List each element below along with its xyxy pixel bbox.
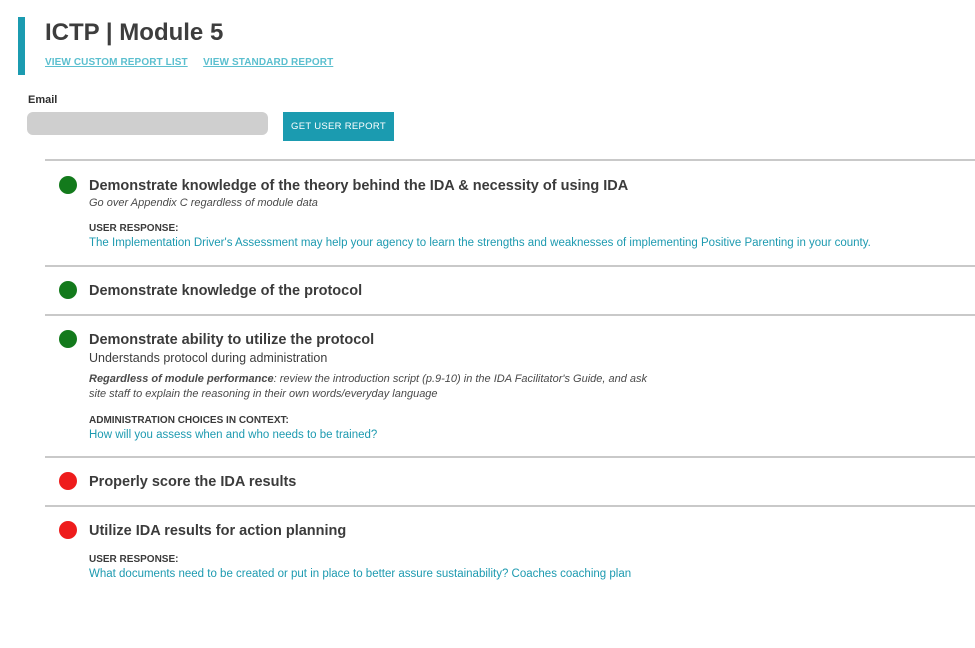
item-title: Utilize IDA results for action planning (89, 523, 347, 539)
item-note (89, 372, 649, 402)
get-user-report-button[interactable]: GET USER REPORT (283, 112, 394, 141)
page-title: ICTP | Module 5 (45, 19, 224, 46)
view-standard-report-link[interactable]: VIEW STANDARD REPORT (203, 57, 334, 68)
user-response-label: USER RESPONSE: (89, 554, 179, 565)
divider (45, 505, 975, 507)
divider (45, 265, 975, 267)
status-incomplete-icon (59, 472, 77, 490)
email-label: Email (28, 94, 58, 106)
item-title: Demonstrate knowledge of the theory behind the IDA & necessity of using IDA (89, 178, 629, 194)
status-complete-icon (59, 281, 77, 299)
status-complete-icon (59, 176, 77, 194)
divider (45, 314, 975, 316)
user-response-value: What documents need to be created or put in place to better assure sustainability? Coaches coaching plan (89, 568, 632, 580)
item-note-emphasis: Regardless of module performance (89, 373, 274, 385)
divider (45, 456, 975, 458)
header-links (45, 52, 344, 70)
status-incomplete-icon (59, 521, 77, 539)
item-title: Demonstrate knowledge of the protocol (89, 283, 363, 299)
item-subtitle: Go over Appendix C regardless of module data (89, 197, 318, 209)
status-complete-icon (59, 330, 77, 348)
item-title: Properly score the IDA results (89, 474, 297, 490)
email-input[interactable] (27, 112, 268, 135)
view-custom-report-list-link[interactable]: VIEW CUSTOM REPORT LIST (45, 57, 188, 68)
item-title: Demonstrate ability to utilize the protocol (89, 332, 375, 348)
administration-choices-label: ADMINISTRATION CHOICES IN CONTEXT: (89, 415, 289, 426)
item-subtitle: Understands protocol during administration (89, 351, 328, 365)
divider (45, 159, 975, 161)
administration-choices-value: How will you assess when and who needs to be trained? (89, 429, 378, 441)
item-note-text: : review the introduction script (p.9-10) in the IDA Facilitator's Guide, and ask site staff to explain the reasoning in their own words/everyday language (89, 373, 648, 400)
user-response-value: The Implementation Driver's Assessment may help your agency to learn the strengths and weaknesses of implementing Positive Parenting in your county. (89, 237, 871, 249)
header-accent-bar (18, 17, 25, 75)
user-response-label: USER RESPONSE: (89, 223, 179, 234)
